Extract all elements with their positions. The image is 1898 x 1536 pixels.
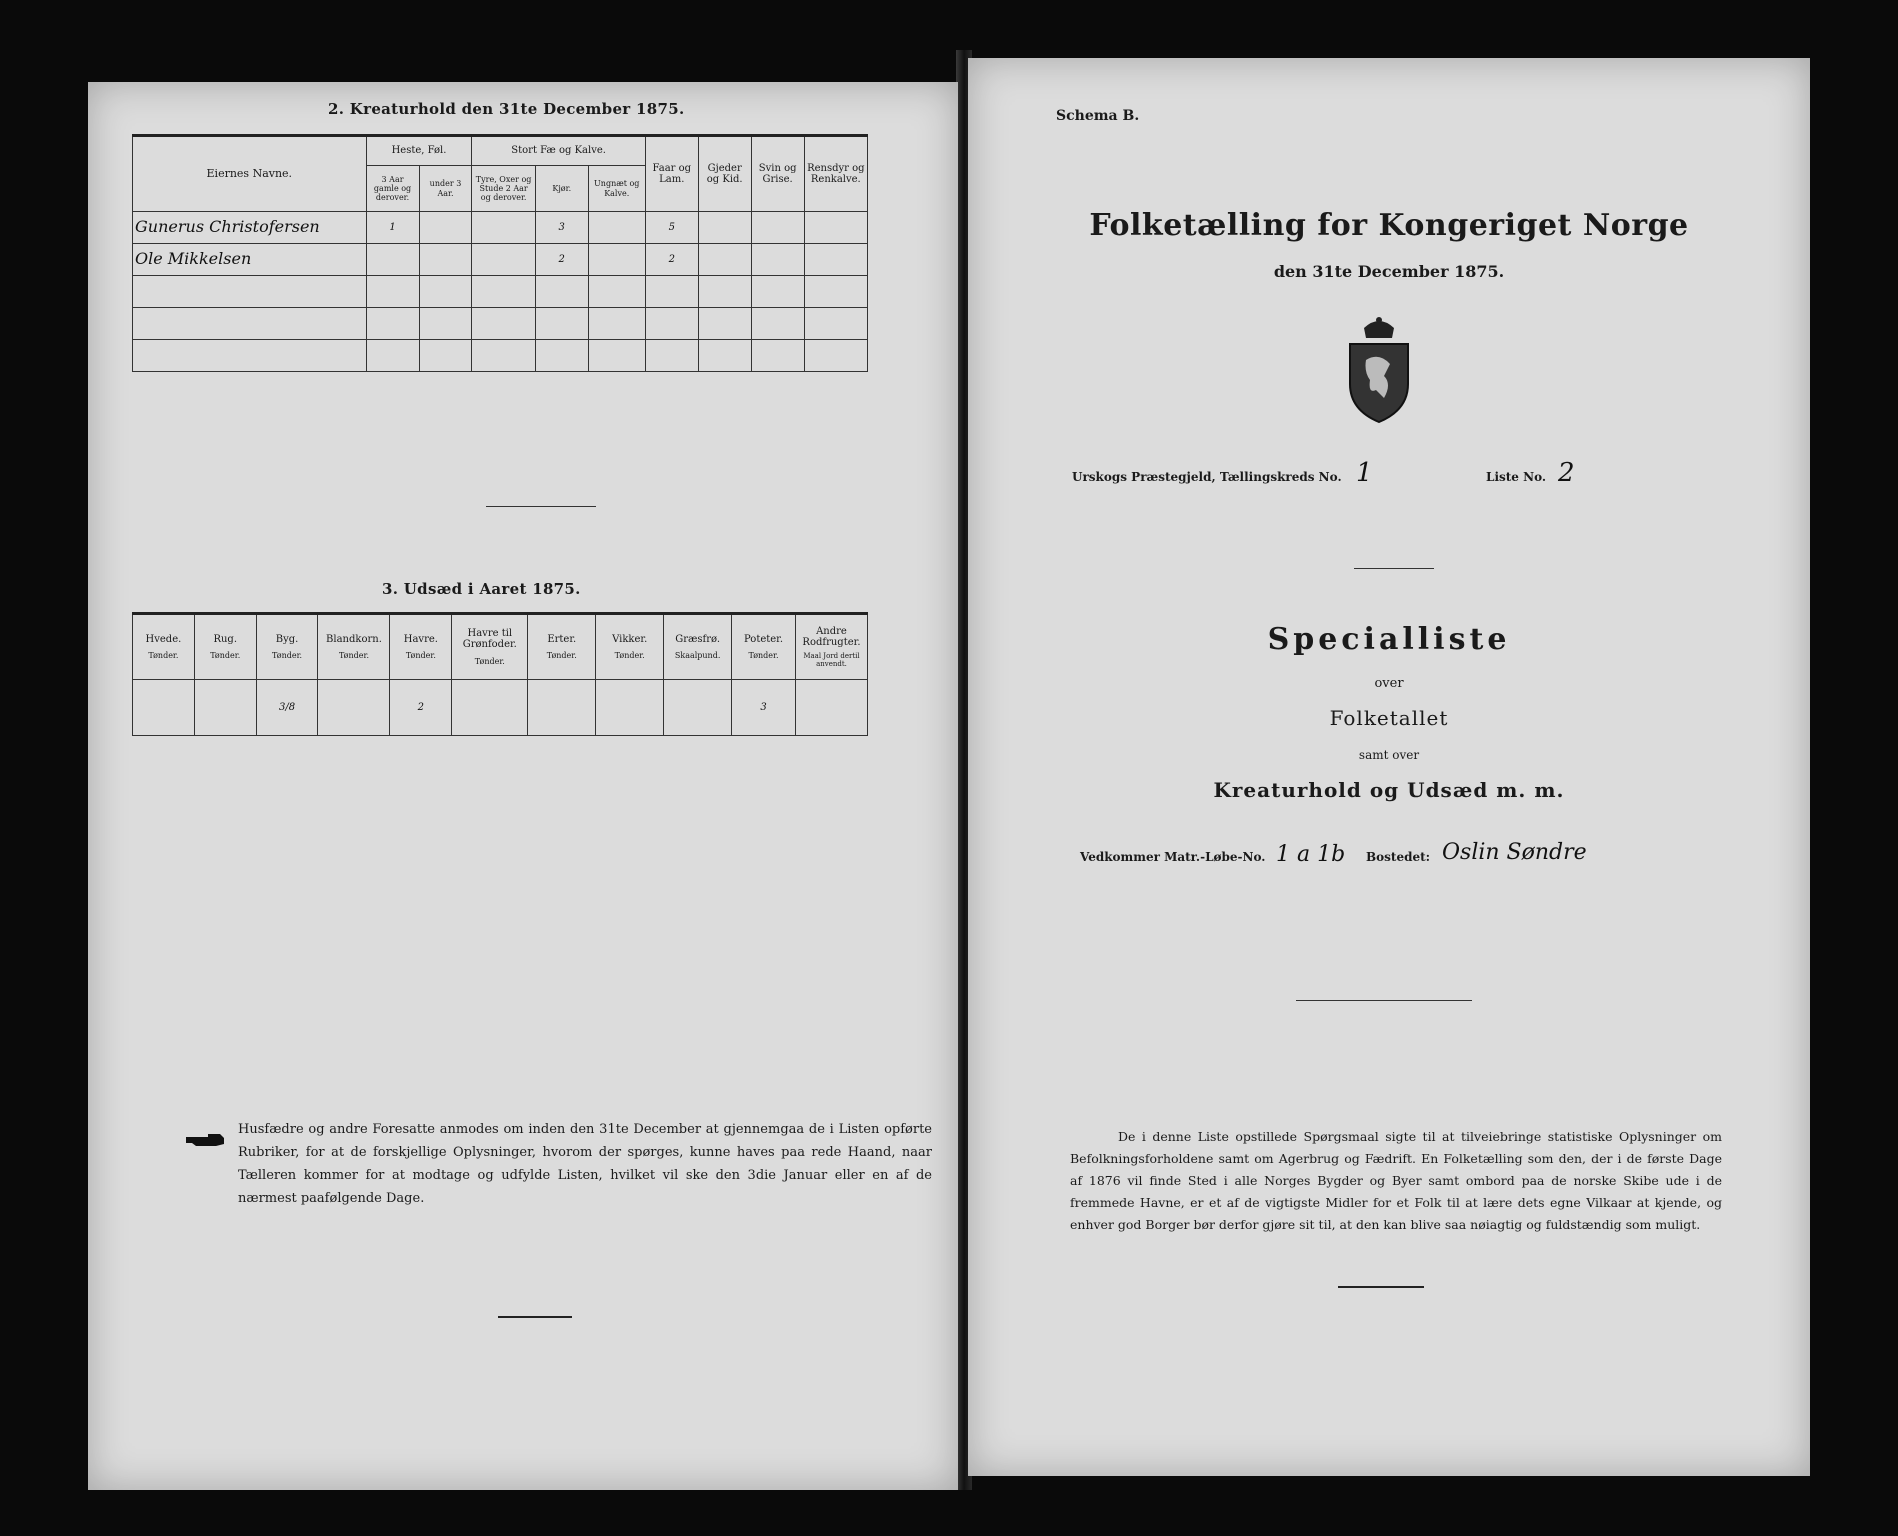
seed-header — [528, 614, 596, 680]
seed-header-name: Vikker. — [612, 633, 648, 645]
value-cell — [804, 244, 867, 276]
right-page — [968, 58, 1810, 1476]
seed-header-unit: Tønder. — [210, 651, 241, 661]
seed-header-unit: Maal Jord dertil anvendt. — [803, 651, 860, 668]
seed-header — [795, 614, 867, 680]
value-cell — [419, 244, 472, 276]
value-cell — [472, 212, 535, 244]
table-row — [133, 244, 868, 276]
value-cell — [751, 244, 804, 276]
section3-title: 3. Udsæd i Aaret 1875. — [382, 580, 581, 598]
value-cell: 5 — [645, 212, 698, 244]
notice-text: Husfædre og andre Foresatte anmodes om inden den 31te December at gjennemgaa de i Listen opførte Rubriker, for at de forskjellige Oplysninger, hvorom der spørges, kunne haves paa rede Haand, naar Tælleren kommer for at modtage og udfylde Listen, hvilket vil ske den 3die Januar eller en af de nærmest paafølgende Dage. — [238, 1122, 932, 1206]
owner-cell — [133, 340, 367, 372]
coat-of-arms-icon — [1344, 314, 1414, 428]
schema-label: Schema B. — [1056, 108, 1140, 124]
seed-header-name: Græsfrø. — [675, 633, 721, 645]
value-cell — [698, 244, 751, 276]
bosted-label: Bostedet: — [1366, 850, 1431, 864]
seed-header-name: Andre Rodfrugter. — [802, 625, 861, 649]
seed-value — [596, 680, 664, 736]
parish-label: Urskogs Præstegjeld, Tællingskreds No. — [1072, 470, 1342, 484]
value-cell — [698, 212, 751, 244]
seed-header-unit: Tønder. — [474, 656, 505, 666]
seed-header-name: Rug. — [213, 633, 238, 645]
header-young-cattle: Ungnæt og Kalve. — [588, 166, 645, 212]
seed-value — [194, 680, 256, 736]
value-cell: 2 — [535, 244, 588, 276]
header-goats: Gjeder og Kid. — [698, 136, 751, 212]
seed-header — [318, 614, 390, 680]
table-row — [133, 340, 868, 372]
list-label: Liste No. — [1486, 470, 1547, 484]
seed-header-name: Blandkorn. — [326, 633, 382, 645]
seed-header-unit: Tønder. — [272, 651, 303, 661]
header-owner: Eiernes Navne. — [133, 136, 367, 212]
explanatory-paragraph: De i denne Liste opstillede Spørgsmaal sigte til at tilveiebringe statistiske Oplysninger om Befolkningsforholdene samt om Agerbrug og Fædrift. En Folketælling som den, der i de første Dage af 1876 vil finde Sted i alle Norges Bygder og Byer samt ombord paa de norske Skibe ude i de fremmede Havne, er et af de vigtigste Midler for et Folk til at lære dets egne Vilkaar at kjende, og enhver god Borger bør derfor gjøre sit til, at den kan blive saa nøiagtig og fuldstændig som muligt. — [1070, 1129, 1722, 1232]
value-cell — [366, 244, 419, 276]
owner-cell: Ole Mikkelsen — [133, 244, 367, 276]
seed-header — [732, 614, 796, 680]
header-cows: Kjør. — [535, 166, 588, 212]
table-row — [133, 276, 868, 308]
seed-table — [132, 612, 868, 736]
seed-value: 3 — [732, 680, 796, 736]
seed-header — [133, 614, 195, 680]
value-cell — [588, 212, 645, 244]
header-horses-old: 3 Aar gamle og derover. — [366, 166, 419, 212]
header-bulls: Tyre, Oxer og Stude 2 Aar og derover. — [472, 166, 535, 212]
seed-header-name: Havre til Grønfoder. — [462, 627, 517, 651]
seed-value — [528, 680, 596, 736]
seed-header — [596, 614, 664, 680]
livestock-table — [132, 134, 868, 372]
value-cell — [419, 212, 472, 244]
seed-value: 2 — [390, 680, 452, 736]
value-cell — [751, 212, 804, 244]
seed-value — [318, 680, 390, 736]
seed-value — [795, 680, 867, 736]
seed-header-unit: Tønder. — [405, 651, 436, 661]
seed-values-row — [133, 680, 868, 736]
main-title: Folketælling for Kongeriget Norge — [1089, 208, 1689, 243]
bosted-value: Oslin Søndre — [1442, 840, 1587, 865]
bottom-divider — [1338, 1286, 1424, 1288]
seed-value: 3/8 — [256, 680, 318, 736]
owner-cell: Gunerus Christofersen — [133, 212, 367, 244]
left-page — [88, 82, 958, 1490]
pointing-hand-icon — [186, 1132, 226, 1152]
date-line: den 31te December 1875. — [1273, 262, 1505, 281]
seed-header-unit: Tønder. — [748, 651, 779, 661]
folketallet-label: Folketallet — [1329, 706, 1449, 730]
table-row — [133, 212, 868, 244]
seed-header — [256, 614, 318, 680]
value-cell: 3 — [535, 212, 588, 244]
bottom-divider — [498, 1316, 572, 1318]
divider — [1296, 1000, 1472, 1001]
table-row — [133, 308, 868, 340]
matr-label: Vedkommer Matr.-Løbe-No. — [1080, 850, 1266, 864]
seed-header-name: Havre. — [403, 633, 438, 645]
header-horses: Heste, Føl. — [366, 136, 472, 166]
seed-header-name: Poteter. — [743, 633, 784, 645]
seed-header-name: Erter. — [547, 633, 577, 645]
matr-value: 1 a 1b — [1276, 842, 1346, 867]
header-pigs: Svin og Grise. — [751, 136, 804, 212]
samt-over-label: samt over — [1358, 748, 1420, 762]
value-cell — [472, 244, 535, 276]
seed-header — [390, 614, 452, 680]
owner-cell — [133, 276, 367, 308]
list-number: 2 — [1558, 458, 1575, 488]
value-cell: 1 — [366, 212, 419, 244]
seed-header — [664, 614, 732, 680]
special-title: Specialliste — [1267, 622, 1511, 657]
divider — [486, 506, 596, 507]
header-sheep: Faar og Lam. — [645, 136, 698, 212]
seed-value — [664, 680, 732, 736]
kreaturhold-label: Kreaturhold og Udsæd m. m. — [1213, 778, 1565, 802]
seed-header-unit: Tønder. — [338, 651, 369, 661]
seed-header-unit: Tønder. — [546, 651, 577, 661]
header-horses-young: under 3 Aar. — [419, 166, 472, 212]
header-cattle: Stort Fæ og Kalve. — [472, 136, 645, 166]
owner-cell — [133, 308, 367, 340]
divider — [1354, 568, 1434, 569]
seed-header-unit: Tønder. — [148, 651, 179, 661]
header-reindeer: Rensdyr og Renkalve. — [804, 136, 867, 212]
seed-value — [133, 680, 195, 736]
value-cell — [804, 212, 867, 244]
seed-header-name: Hvede. — [145, 633, 182, 645]
seed-header — [452, 614, 528, 680]
seed-value — [452, 680, 528, 736]
seed-header — [194, 614, 256, 680]
seed-header-unit: Skaalpund. — [674, 651, 721, 661]
parish-number: 1 — [1356, 458, 1373, 488]
seed-header-unit: Tønder. — [614, 651, 645, 661]
value-cell: 2 — [645, 244, 698, 276]
value-cell — [588, 244, 645, 276]
seed-header-name: Byg. — [275, 633, 299, 645]
over-label: over — [1374, 676, 1404, 691]
section2-title: 2. Kreaturhold den 31te December 1875. — [328, 100, 685, 118]
